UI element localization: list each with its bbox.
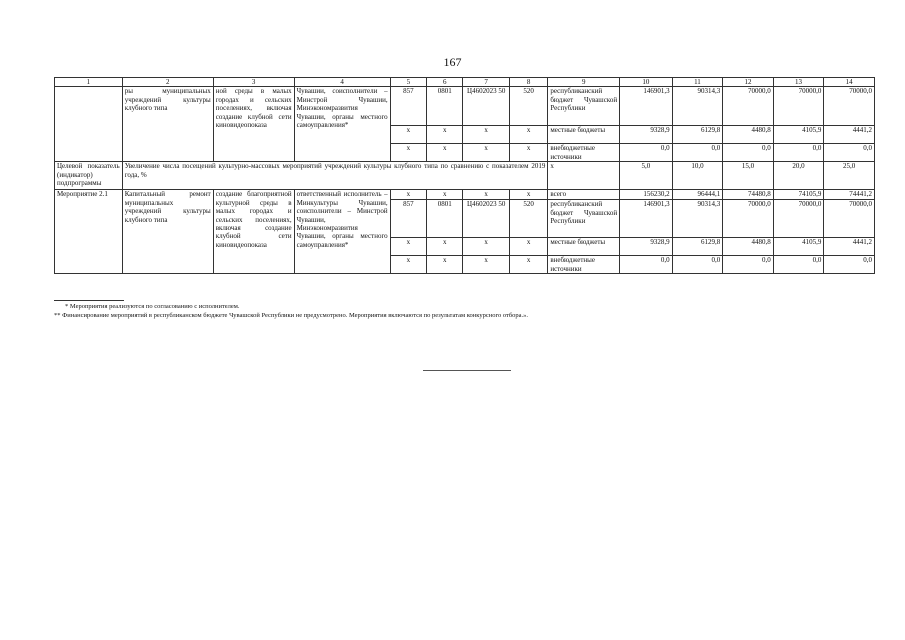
cell-value: 70000,0 (824, 200, 875, 238)
cell-target-article: Ц4602023 50 (463, 87, 510, 126)
cell-value: 70000,0 (723, 87, 774, 126)
cell-value: 0,0 (672, 256, 723, 274)
cell-target-article: x (463, 144, 510, 162)
column-number: 13 (773, 78, 824, 87)
cell-value: 74480,8 (723, 190, 774, 200)
cell-event-number: Мероприятие 2.1 (55, 190, 123, 274)
cell-section: x (427, 238, 463, 256)
cell-value: 0,0 (672, 144, 723, 162)
cell-expense-type: x (509, 144, 547, 162)
cell-expense-type: x (509, 238, 547, 256)
cell-grbs: x (390, 238, 426, 256)
cell-value: 4480,8 (723, 126, 774, 144)
cell-value: 9328,9 (620, 126, 673, 144)
cell-value: 4105,9 (773, 238, 824, 256)
column-number: 6 (427, 78, 463, 87)
cell-value: 90314,3 (672, 200, 723, 238)
cell-value: 96444,1 (672, 190, 723, 200)
cell-expense-type: 520 (509, 200, 547, 238)
cell-value: 4480,8 (723, 238, 774, 256)
footnote-rule (54, 300, 124, 301)
cell-target-article: Ц4602023 50 (463, 200, 510, 238)
table-row (55, 87, 875, 126)
cell-expense-type: x (509, 126, 547, 144)
column-number: 2 (122, 78, 213, 87)
footnote-2: ** Финансирование мероприятий в республиканском бюджете Чувашской Республики не предусмотрено. Мероприятия включаются по результатам конкурсного отбора.». (54, 312, 529, 320)
cell-target-article: x (463, 190, 510, 200)
column-number: 9 (548, 78, 620, 87)
cell-target-article: x (463, 256, 510, 274)
program-table (54, 77, 875, 274)
cell-value: 9328,9 (620, 238, 673, 256)
cell-target-label: Целевой показатель (индикатор) подпрограммы (55, 162, 123, 190)
cell-grbs: x (390, 256, 426, 274)
cell-value: 6129,8 (672, 238, 723, 256)
cell-value: 74441,2 (824, 190, 875, 200)
cell-empty (55, 87, 123, 162)
footnotes (54, 300, 875, 321)
column-number: 7 (463, 78, 510, 87)
cell-section: x (427, 144, 463, 162)
page-number: 167 (443, 55, 462, 69)
cell-funding-source: местные бюджеты (548, 238, 620, 256)
cell-value: 0,0 (824, 256, 875, 274)
cell-value: 0,0 (620, 256, 673, 274)
cell-value: 70000,0 (773, 200, 824, 238)
cell-grbs: x (390, 190, 426, 200)
cell-value: 4441,2 (824, 126, 875, 144)
cell-grbs: x (390, 144, 426, 162)
cell-value: 0,0 (824, 144, 875, 162)
column-number: 8 (509, 78, 547, 87)
cell-expense-type: x (509, 256, 547, 274)
cell-funding-source: внебюджетные источники (548, 256, 620, 274)
cell-expense-type: x (509, 190, 547, 200)
cell-funding-source: всего (548, 190, 620, 200)
cell-value: 15,0 (723, 162, 774, 190)
cell-funding-source: внебюджетные источники (548, 144, 620, 162)
cell-target-text: Увеличение числа посещений культурно-массовых мероприятий учреждений культуры клубного типа по сравнению с показателем 2019 года, % (122, 162, 548, 190)
cell-value: 90314,3 (672, 87, 723, 126)
cell-value: 156230,2 (620, 190, 673, 200)
cell-grbs: x (390, 126, 426, 144)
cell-section: x (427, 256, 463, 274)
column-number-row (55, 78, 875, 87)
cell-event-goal: ной среды в малых городах и сельских поселениях, включая создание клубной сети киновидеопоказа (213, 87, 294, 162)
cell-value: 6129,8 (672, 126, 723, 144)
cell-event-name: ры муниципальных учреждений культуры клубного типа (122, 87, 213, 162)
cell-grbs: 857 (390, 200, 426, 238)
cell-target-mark: x (548, 162, 620, 190)
cell-value: 74105,9 (773, 190, 824, 200)
cell-value: 70000,0 (824, 87, 875, 126)
cell-event-goal: создание благоприятной культурной среды в малых городах и сельских поселениях, включая создание клубной сети киновидеопоказа (213, 190, 294, 274)
cell-executor: ответственный исполнитель – Минкультуры Чувашии, соисполнители – Минстрой Чувашии, Минэкономразвития Чувашии, органы местного самоуправления* (294, 190, 390, 274)
cell-value: 0,0 (773, 256, 824, 274)
column-number: 1 (55, 78, 123, 87)
cell-expense-type: 520 (509, 87, 547, 126)
footnote-1: * Мероприятия реализуются по согласованию с исполнителем. (65, 303, 240, 310)
cell-value: 70000,0 (773, 87, 824, 126)
cell-value: 20,0 (773, 162, 824, 190)
cell-value: 146901,3 (620, 200, 673, 238)
column-number: 11 (672, 78, 723, 87)
cell-value: 25,0 (824, 162, 875, 190)
cell-funding-source: республиканский бюджет Чувашской Республики (548, 200, 620, 238)
table-row (55, 190, 875, 200)
cell-value: 4105,9 (773, 126, 824, 144)
cell-target-article: x (463, 238, 510, 256)
cell-value: 0,0 (620, 144, 673, 162)
column-number: 12 (723, 78, 774, 87)
column-number: 3 (213, 78, 294, 87)
cell-value: 5,0 (620, 162, 673, 190)
cell-value: 0,0 (723, 144, 774, 162)
cell-event-name: Капитальный ремонт муниципальных учреждений культуры клубного типа (122, 190, 213, 274)
cell-funding-source: местные бюджеты (548, 126, 620, 144)
cell-section: 0801 (427, 200, 463, 238)
cell-section: x (427, 190, 463, 200)
cell-executor: Чувашии, соисполнители – Минстрой Чувашии, Минэкономразвития Чувашии, органы местного самоуправления* (294, 87, 390, 162)
column-number: 5 (390, 78, 426, 87)
cell-target-article: x (463, 126, 510, 144)
cell-value: 10,0 (672, 162, 723, 190)
column-number: 4 (294, 78, 390, 87)
column-number: 10 (620, 78, 673, 87)
cell-section: 0801 (427, 87, 463, 126)
cell-value: 146901,3 (620, 87, 673, 126)
cell-grbs: 857 (390, 87, 426, 126)
cell-value: 70000,0 (723, 200, 774, 238)
cell-value: 4441,2 (824, 238, 875, 256)
cell-value: 0,0 (723, 256, 774, 274)
cell-funding-source: республиканский бюджет Чувашской Республики (548, 87, 620, 126)
end-rule (423, 370, 511, 371)
column-number: 14 (824, 78, 875, 87)
table-row (55, 162, 875, 190)
cell-section: x (427, 126, 463, 144)
cell-value: 0,0 (773, 144, 824, 162)
